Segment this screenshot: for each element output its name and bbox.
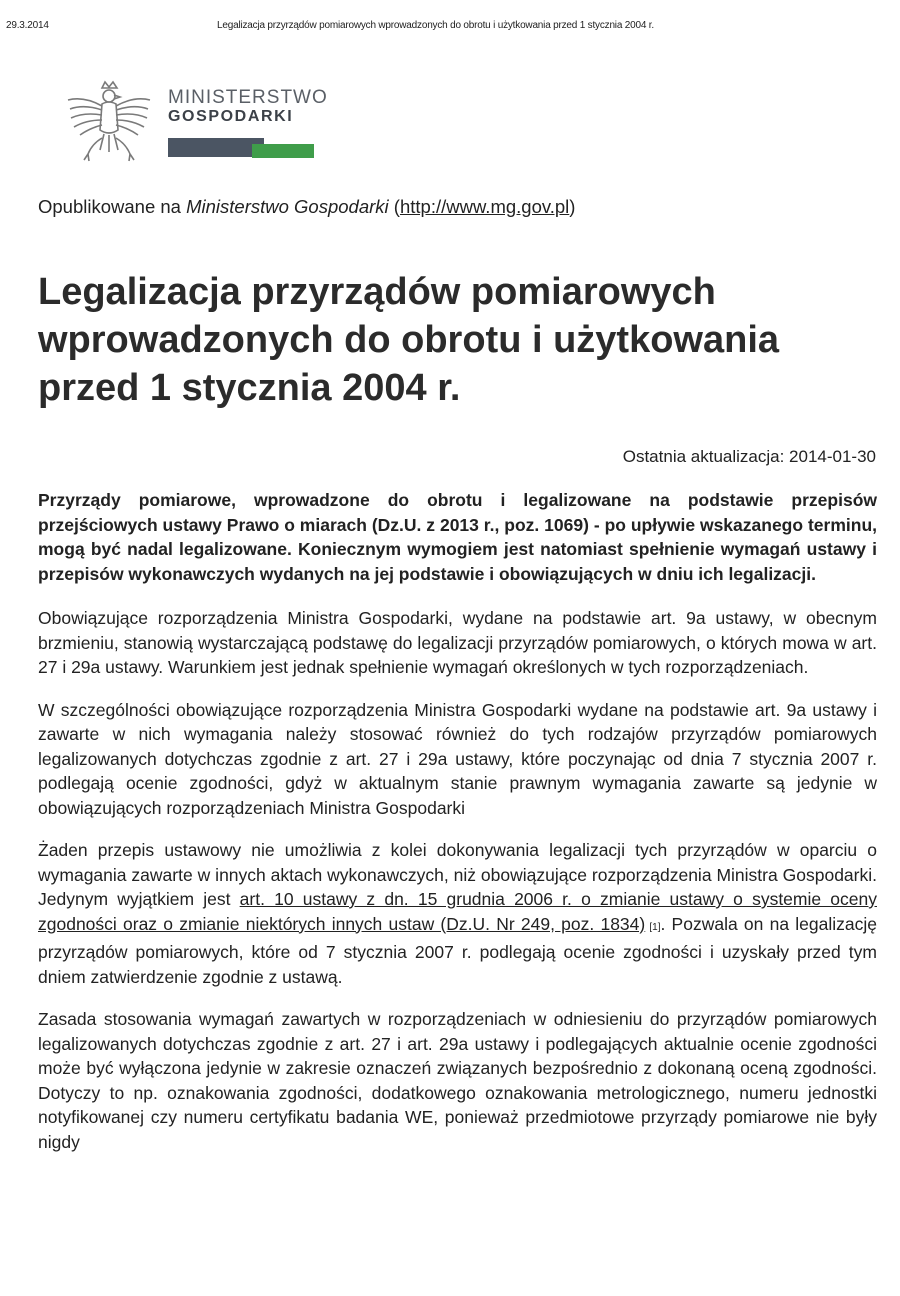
paragraph-3-text-before: Żaden przepis ustawowy nie umożliwia z kolei dokonywania legalizacji tych przyrządów w oparciu o wymagania zawarte w innych aktach wykonawczych, niż obowiązujące rozporządzenia Ministra Gospodarki. Jedynym wyjątkiem jest xyxy=(38,840,877,909)
logo-gray-bar xyxy=(168,138,264,157)
site-url-link[interactable]: http://www.mg.gov.pl xyxy=(399,196,570,217)
published-open-paren: ( xyxy=(388,196,400,217)
published-close-paren: ) xyxy=(569,196,576,217)
article-body xyxy=(38,488,877,1172)
lead-paragraph: Przyrządy pomiarowe, wprowadzone do obrotu i legalizowane na podstawie przepisów przejściowych ustawy Prawo o miarach (Dz.U. z 2013 r., poz. 1069) - po upływie wskazanego terminu, mogą być nadal legalizowane. Koniecznym wymogiem jest natomiast spełnienie wymagań ustawy i przepisów wykonawczych wydanych na jej podstawie i obowiązujących w dniu ich legalizacji. xyxy=(38,490,877,584)
published-prefix: Opublikowane na xyxy=(38,196,187,217)
published-site-name: Ministerstwo Gospodarki xyxy=(186,196,389,217)
published-on-line xyxy=(38,196,575,218)
paragraph-3 xyxy=(38,838,877,989)
last-updated: Ostatnia aktualizacja: 2014-01-30 xyxy=(622,447,876,466)
ministry-logo[interactable] xyxy=(62,78,328,178)
logo-line-economy: GOSPODARKI xyxy=(168,108,294,125)
paragraph-1: Obowiązujące rozporządzenia Ministra Gospodarki, wydane na podstawie art. 9a ustawy, w obecnym brzmieniu, stanowią wystarczającą podstawę do legalizacji przyrządów pomiarowych, o których mowa w art. 27 i 29a ustawy. Warunkiem jest jednak spełnienie wymagań określonych w tych rozporządzeniach. xyxy=(38,608,877,677)
act-reference-link[interactable]: art. 10 ustawy z dn. 15 grudnia 2006 r. o zmianie ustawy o systemie oceny zgodności oraz o zmianie niektórych innych ustaw (Dz.U. Nr 249, poz. 1834) xyxy=(38,889,877,934)
page-title: Legalizacja przyrządów pomiarowych wprowadzonych do obrotu i użytkowania przed 1 stycznia 2004 r. xyxy=(38,271,780,409)
paragraph-2: W szczególności obowiązujące rozporządzenia Ministra Gospodarki wydane na podstawie art. 9a ustawy i zawarte w nich wymagania należy stosować również do tych rodzajów przyrządów pomiarowych legalizowanych dotychczas zgodnie z art. 27 i 29a ustawy, które poczynając od dnia 7 stycznia 2007 r. podlegają ocenie zgodności, gdyż w aktualnym stanie prawnym wymagania zawarte są jedynie w obowiązujących rozporządzeniach Ministra Gospodarki xyxy=(38,699,877,818)
eagle-emblem-icon xyxy=(62,78,157,174)
paragraph-3-text-after: . Pozwala on na legalizację przyrządów pomiarowych, które od 7 stycznia 2007 r. podlegają ocenie zgodności i uzyskały przed tym dniem zatwierdzenie zgodnie z ustawą. xyxy=(38,913,877,987)
print-page-title: Legalizacja przyrządów pomiarowych wprowadzonych do obrotu i użytkowania przed 1 stycznia 2004 r. xyxy=(217,20,654,31)
logo-line-ministry: MINISTERSTWO xyxy=(168,87,328,108)
print-date: 29.3.2014 xyxy=(6,20,49,31)
logo-green-bar xyxy=(252,144,314,158)
footnote-ref: [1] xyxy=(645,921,661,933)
paragraph-4: Zasada stosowania wymagań zawartych w rozporządzeniach w odniesieniu do przyrządów pomiarowych legalizowanych dotychczas zgodnie z art. 27 i art. 29a ustawy i podlegających aktualnie ocenie zgodności może być wyłączona jedynie w zakresie oznaczeń związanych bezpośrednio z dokonaną oceną zgodności. Dotyczy to np. oznakowania zgodności, dodatkowego oznakowania metrologicznego, numeru jednostki notyfikowanej czy numeru certyfikatu badania WE, ponieważ przedmiotowe przyrządy pomiarowe nie były nigdy xyxy=(38,1009,877,1152)
